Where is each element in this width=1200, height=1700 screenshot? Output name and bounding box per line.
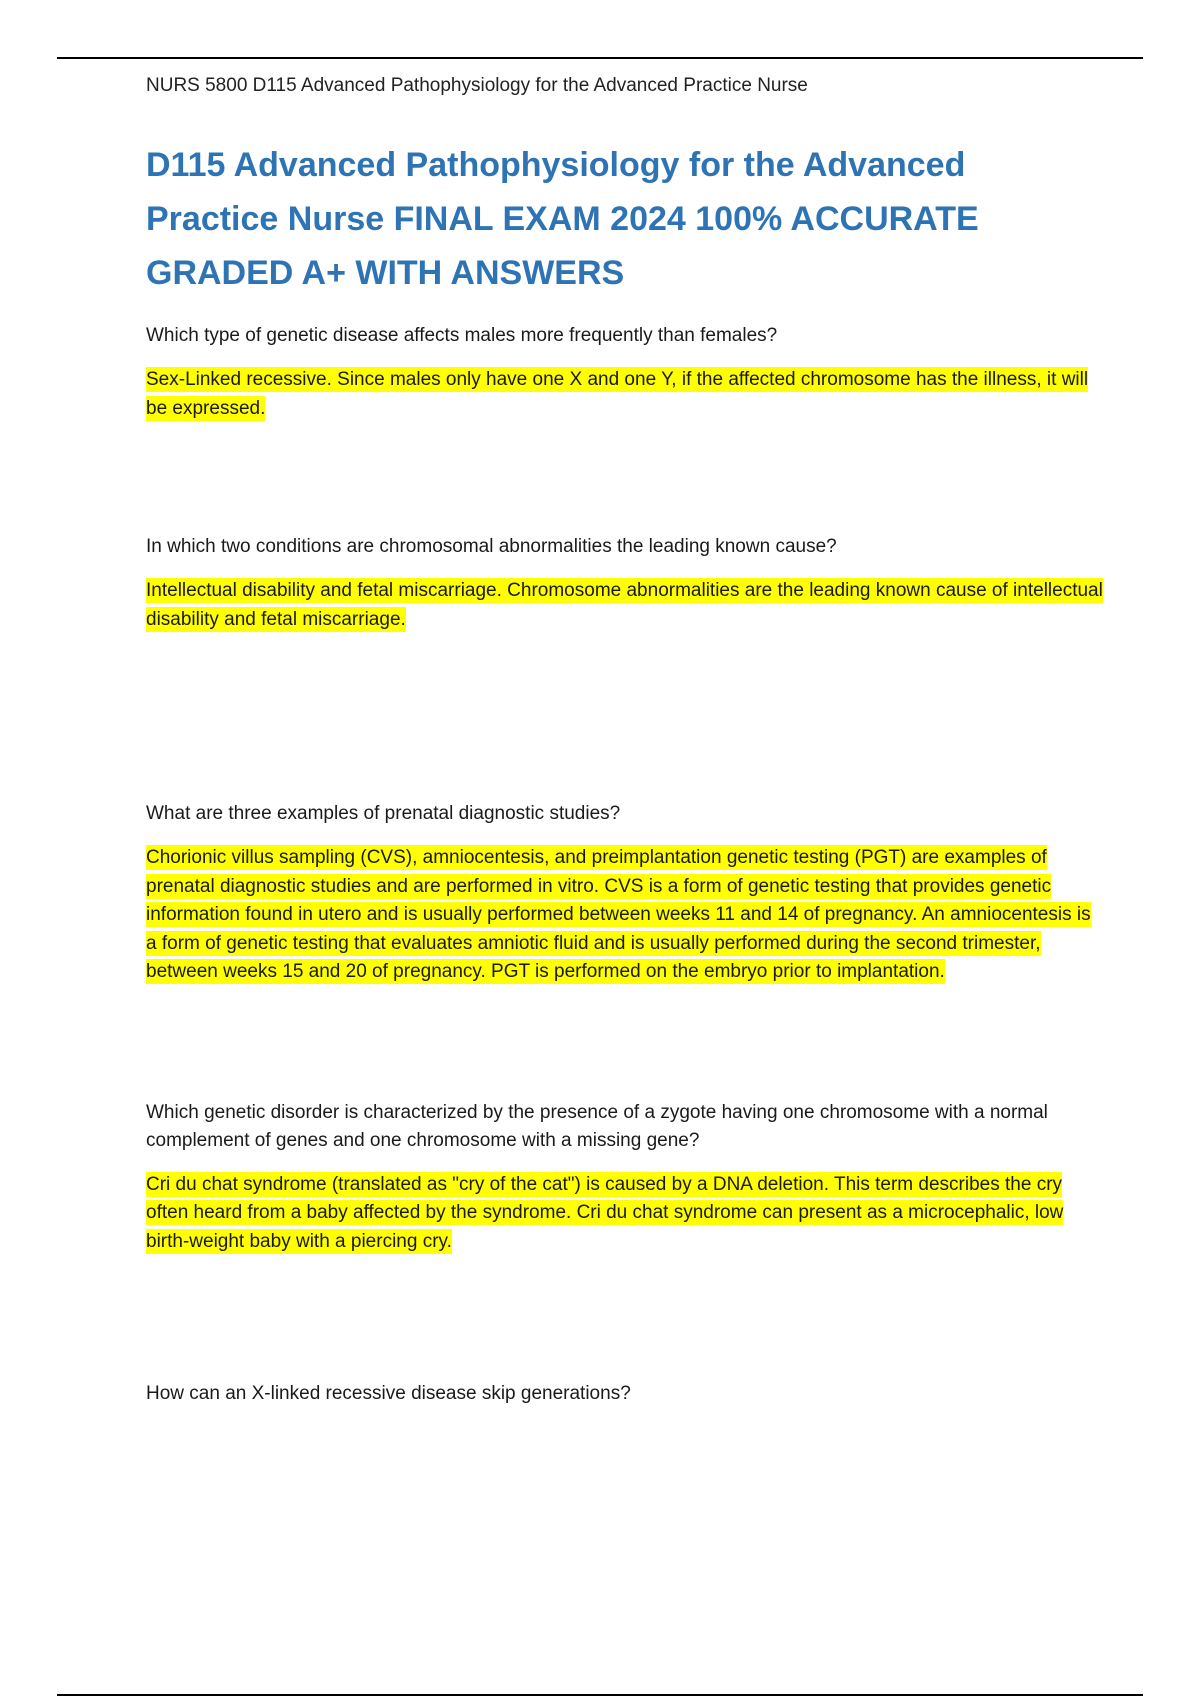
- question-text: Which genetic disorder is characterized by the presence of a zygote having one chromosome with a normal complement of genes and one chromosome with a missing gene?: [146, 1101, 1048, 1151]
- question-text: In which two conditions are chromosomal abnormalities the leading known cause?: [146, 536, 837, 557]
- question-text: Which type of genetic disease affects males more frequently than females?: [146, 325, 778, 346]
- bottom-rule: [57, 1694, 1143, 1696]
- qa-item-1: [146, 322, 1106, 423]
- answer-highlight: Chorionic villus sampling (CVS), amniocentesis, and preimplantation genetic testing (PGT) are examples of prenatal diagnostic studies and are performed in vitro. CVS is a form of genetic testing that provides genetic information found in utero and is usually performed between weeks 11 and 14 of pregnancy. An amniocentesis is a form of genetic testing that evaluates amniotic fluid and is usually performed during the second trimester, between weeks 15 and 20 of pregnancy. PGT is performed on the embryo prior to implantation.: [146, 847, 1091, 982]
- running-header: NURS 5800 D115 Advanced Pathophysiology for the Advanced Practice Nurse: [146, 75, 808, 96]
- top-rule: [57, 57, 1143, 59]
- question-text: What are three examples of prenatal diagnostic studies?: [146, 803, 621, 824]
- answer-highlight: Intellectual disability and fetal miscarriage. Chromosome abnormalities are the leading known cause of intellectual disability and fetal miscarriage.: [146, 580, 1103, 630]
- answer-text: [146, 1171, 1106, 1257]
- question-text: How can an X-linked recessive disease skip generations?: [146, 1383, 631, 1404]
- answer-text: [146, 844, 1106, 987]
- document-title: D115 Advanced Pathophysiology for the Advanced Practice Nurse FINAL EXAM 2024 100% ACCURATE GRADED A+ WITH ANSWERS: [146, 146, 979, 292]
- qa-item-3: [146, 800, 1106, 987]
- answer-highlight: Cri du chat syndrome (translated as "cry of the cat") is caused by a DNA deletion. This term describes the cry often heard from a baby affected by the syndrome. Cri du chat syndrome can present as a microcephalic, low birth-weight baby with a piercing cry.: [146, 1173, 1064, 1252]
- answer-text: [146, 366, 1106, 423]
- qa-item-2: [146, 533, 1106, 634]
- qa-item-5: [146, 1380, 1106, 1408]
- answer-highlight: Sex-Linked recessive. Since males only have one X and one Y, if the affected chromosome has the illness, it will be expressed.: [146, 369, 1089, 419]
- answer-text: [146, 577, 1106, 634]
- document-body: [146, 72, 1106, 1408]
- qa-item-4: [146, 1099, 1106, 1257]
